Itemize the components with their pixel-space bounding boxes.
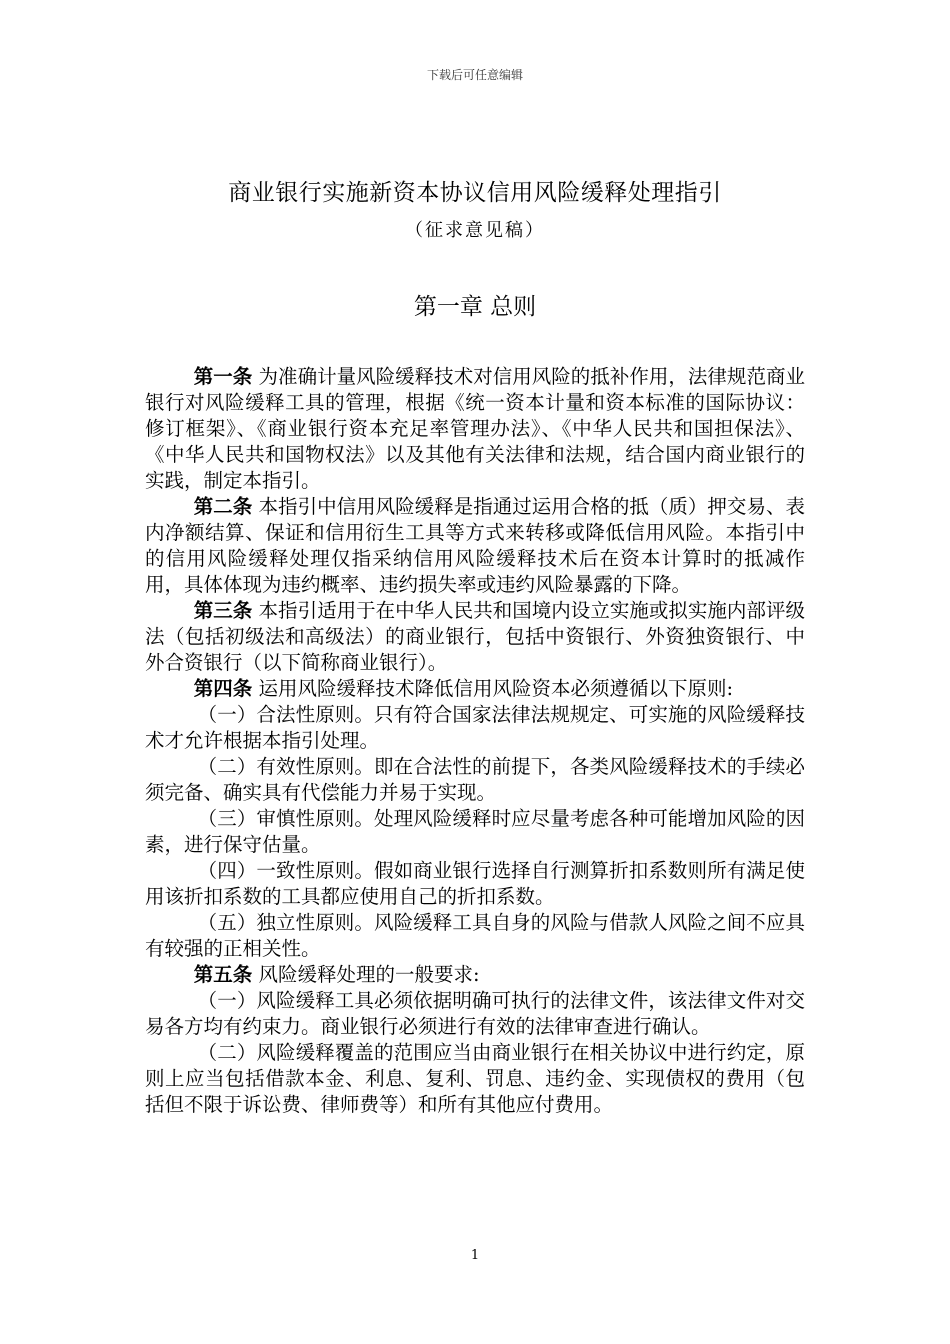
document-title: 商业银行实施新资本协议信用风险缓释处理指引 [228, 180, 722, 206]
article-5-text: 风险缓释处理的一般要求: [258, 963, 480, 986]
article-4-label: 第四条 [193, 677, 253, 700]
article-2-label: 第二条 [193, 495, 253, 518]
article-3-text: 本指引适用于在中华人民共和国境内设立实施或拟实施内部评级法（包括初级法和高级法）的商业银行，包括中资银行、外资独资银行、中外合资银行（以下简称商业银行）。 [145, 599, 805, 674]
article-4-item-3: （三）审慎性原则。处理风险缓释时应尽量考虑各种可能增加风险的因素，进行保守估量。 [145, 807, 805, 856]
chapter-heading: 第一章 总则 [413, 294, 537, 320]
article-4-item-1: （一）合法性原则。只有符合国家法律法规规定、可实施的风险缓释技术才允许根据本指引处理。 [145, 703, 805, 752]
article-3 [145, 598, 805, 676]
article-4-item-5: （五）独立性原则。风险缓释工具自身的风险与借款人风险之间不应具有较强的正相关性。 [145, 911, 805, 960]
article-2 [145, 494, 805, 598]
document-subtitle: （征求意见稿） [405, 220, 545, 241]
article-2-text: 本指引中信用风险缓释是指通过运用合格的抵（质）押交易、表内净额结算、保证和信用衍生工具等方式来转移或降低信用风险。本指引中的信用风险缓释处理仅指采纳信用风险缓释技术后在资本计算时的抵减作用，具体体现为违约概率、违约损失率或违约风险暴露的下降。 [145, 495, 805, 596]
article-5-item-1: （一）风险缓释工具必须依据明确可执行的法律文件，该法律文件对交易各方均有约束力。商业银行必须进行有效的法律审查进行确认。 [145, 989, 805, 1038]
article-3-label: 第三条 [193, 599, 253, 622]
document-body [145, 364, 805, 1118]
page-header-note: 下载后可任意编辑 [426, 68, 523, 82]
article-1 [145, 364, 805, 494]
article-1-label: 第一条 [193, 365, 253, 388]
article-5-item-2: （二）风险缓释覆盖的范围应当由商业银行在相关协议中进行约定，原则上应当包括借款本金、利息、复利、罚息、违约金、实现债权的费用（包括但不限于诉讼费、律师费等）和所有其他应付费用。 [145, 1041, 805, 1116]
article-4-text: 运用风险缓释技术降低信用风险资本必须遵循以下原则: [258, 677, 734, 700]
article-5 [145, 962, 805, 988]
article-4 [145, 676, 805, 702]
page-number: 1 [470, 1248, 480, 1263]
article-5-label: 第五条 [193, 963, 253, 986]
article-4-item-2: （二）有效性原则。即在合法性的前提下，各类风险缓释技术的手续必须完备、确实具有代偿能力并易于实现。 [145, 755, 805, 804]
article-4-item-4: （四）一致性原则。假如商业银行选择自行测算折扣系数则所有满足使用该折扣系数的工具都应使用自己的折扣系数。 [145, 859, 805, 908]
article-1-text: 为准确计量风险缓释技术对信用风险的抵补作用，法律规范商业银行对风险缓释工具的管理，根据《统一资本计量和资本标准的国际协议：修订框架》、《商业银行资本充足率管理办法》、《中华人民共和国担保法》、《中华人民共和国物权法》以及其他有关法律和法规，结合国内商业银行的实践，制定本指引。 [145, 365, 805, 492]
